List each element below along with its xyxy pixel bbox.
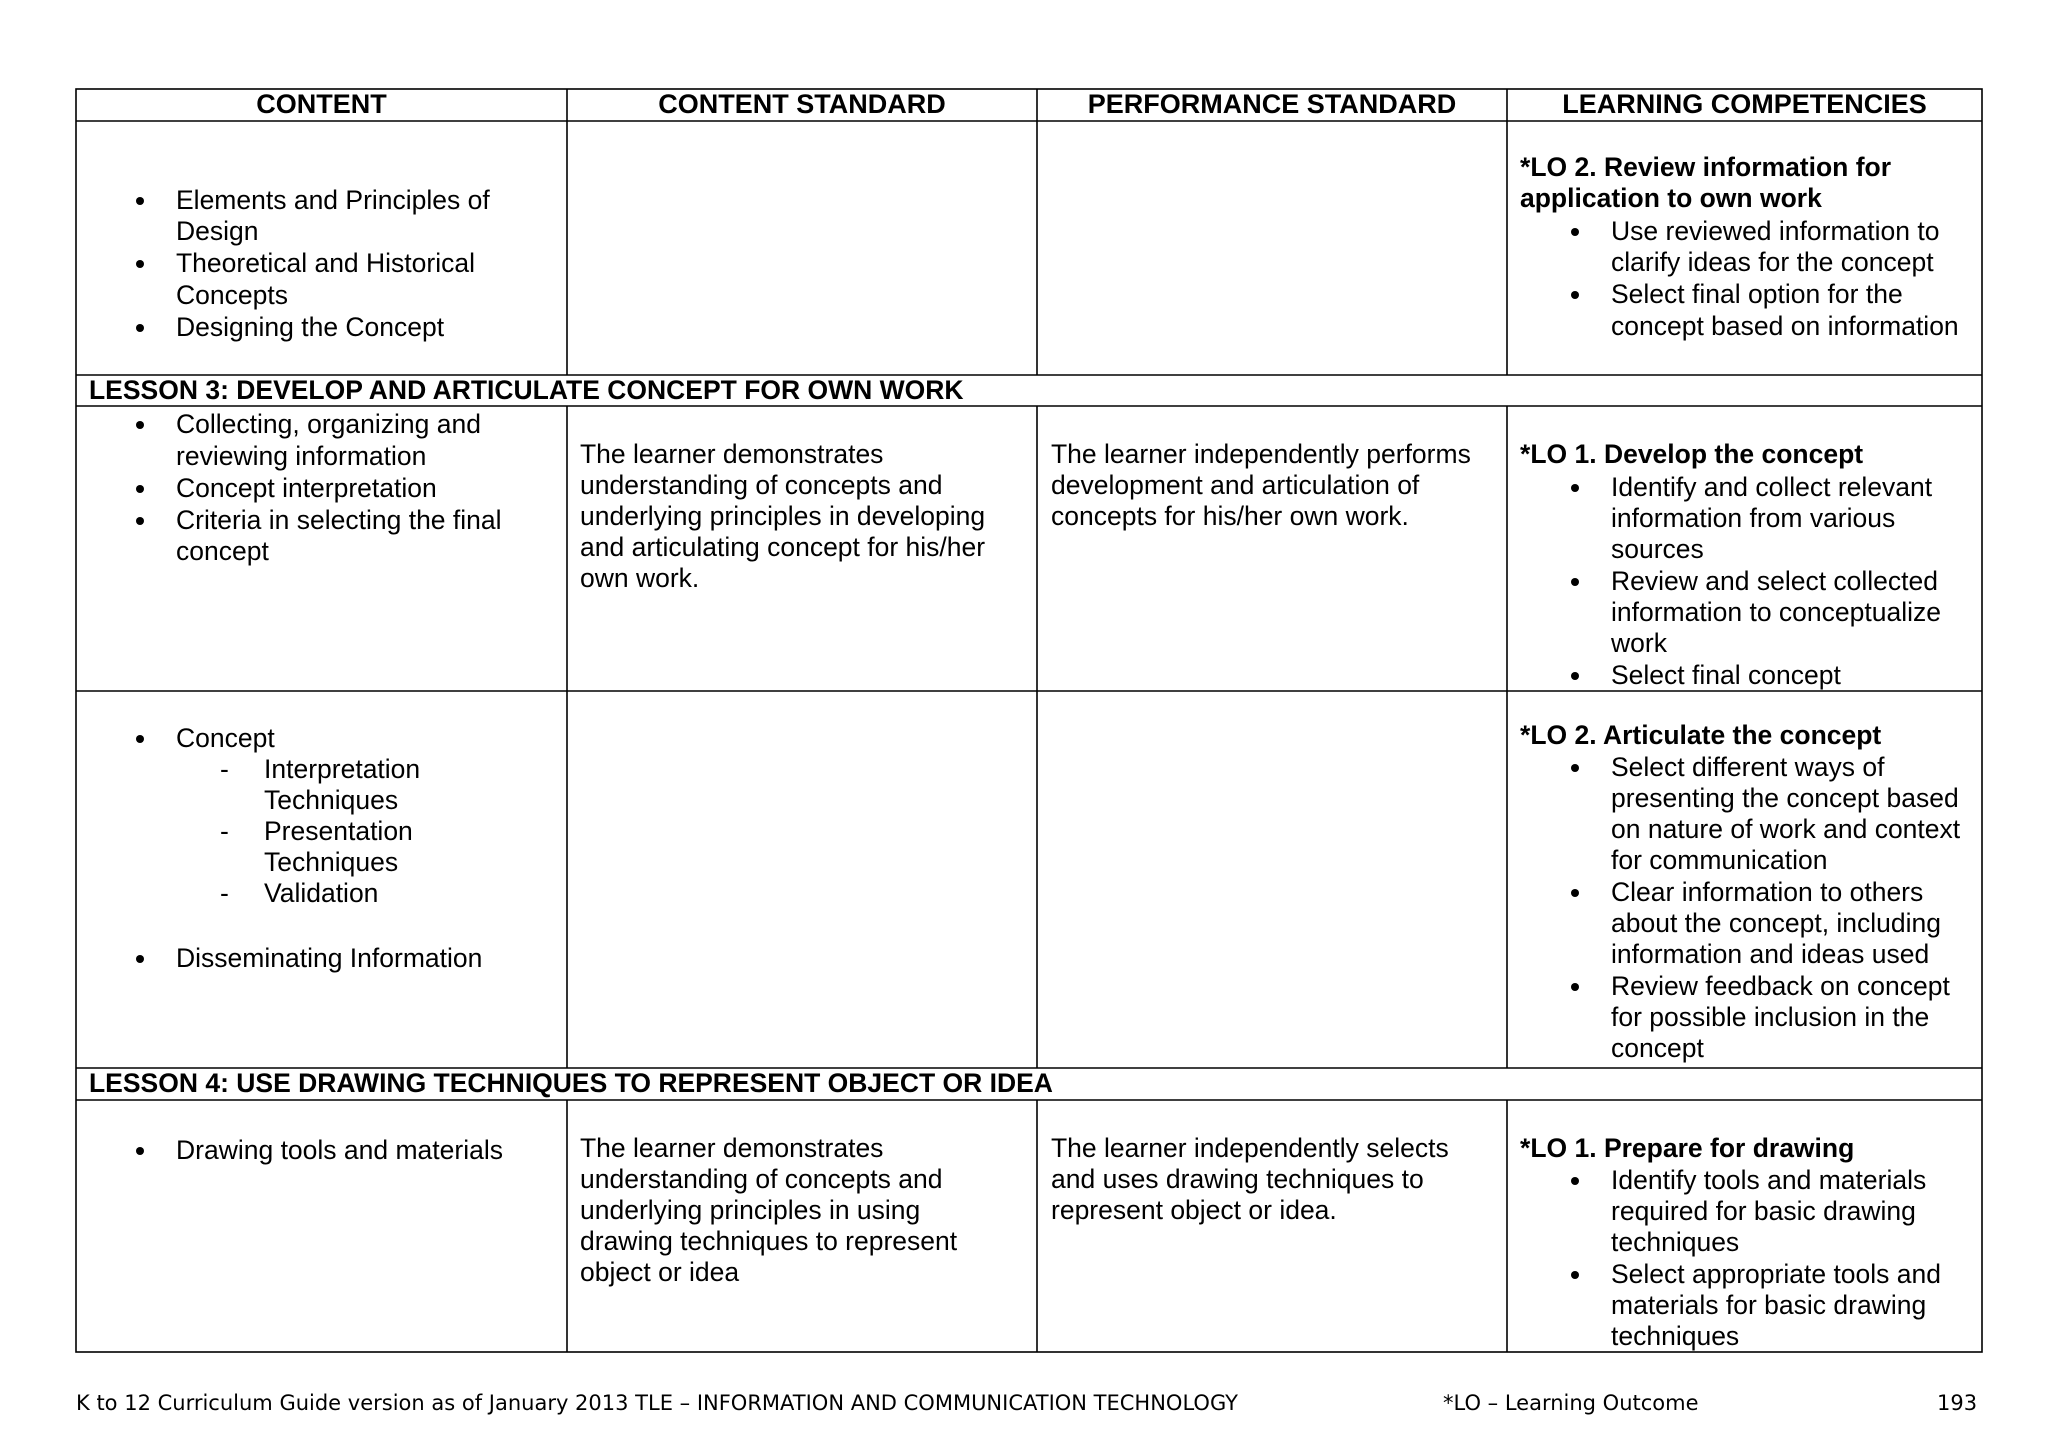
lo-item-line: information and ideas used — [1611, 939, 1930, 969]
lo-title: application to own work — [1520, 183, 1822, 213]
content-standard-line: The learner demonstrates — [580, 439, 884, 469]
content-sub-line: Presentation — [264, 816, 413, 846]
performance-standard-line: concepts for his/her own work. — [1051, 501, 1409, 531]
content-standard-line: understanding of concepts and — [580, 470, 943, 500]
header-learning-competencies: LEARNING COMPETENCIES — [1562, 89, 1927, 119]
performance-standard-line: represent object or idea. — [1051, 1195, 1337, 1225]
lo-item-line: information from various — [1611, 503, 1896, 533]
dash-icon: - — [220, 878, 229, 908]
content-standard-line: and articulating concept for his/her — [580, 532, 986, 562]
lo-item-line: for possible inclusion in the — [1611, 1002, 1930, 1032]
lo-item-line: materials for basic drawing — [1611, 1290, 1927, 1320]
content-line: Disseminating Information — [176, 943, 483, 973]
lo-item-line: concept based on information — [1611, 311, 1959, 341]
content-line: Elements and Principles of — [176, 185, 490, 215]
content-standard-line: drawing techniques to represent — [580, 1226, 958, 1256]
lo-item-line: Select appropriate tools and — [1611, 1259, 1941, 1289]
lo-item-line: techniques — [1611, 1227, 1740, 1257]
lo-title: *LO 1. Prepare for drawing — [1520, 1133, 1855, 1163]
content-line: Concept — [176, 723, 275, 753]
lo-item-line: sources — [1611, 534, 1704, 564]
lo-item-line: Use reviewed information to — [1611, 216, 1940, 246]
header-content-standard: CONTENT STANDARD — [658, 89, 946, 119]
performance-standard-line: The learner independently performs — [1051, 439, 1471, 469]
lesson-3-title: LESSON 3: DEVELOP AND ARTICULATE CONCEPT FOR OWN WORK — [89, 375, 964, 405]
dash-icon: - — [220, 816, 229, 846]
content-line: Criteria in selecting the final — [176, 505, 502, 535]
footer-legend: *LO – Learning Outcome — [1443, 1391, 1699, 1415]
content-line: Concepts — [176, 280, 288, 310]
content-line: Theoretical and Historical — [176, 248, 475, 278]
lo-item-line: Select final option for the — [1611, 279, 1903, 309]
lo-title: *LO 2. Articulate the concept — [1520, 720, 1882, 750]
lo-item-line: for communication — [1611, 845, 1828, 875]
lo-item-line: required for basic drawing — [1611, 1196, 1916, 1226]
lo-item-line: Review and select collected — [1611, 566, 1939, 596]
content-standard-line: own work. — [580, 563, 700, 593]
header-performance-standard: PERFORMANCE STANDARD — [1087, 89, 1457, 119]
content-sub-line: Techniques — [264, 847, 399, 877]
lesson-4-title: LESSON 4: USE DRAWING TECHNIQUES TO REPRESENT OBJECT OR IDEA — [89, 1068, 1053, 1098]
performance-standard-line: The learner independently selects — [1051, 1133, 1449, 1163]
lo-item-line: Select different ways of — [1611, 752, 1885, 782]
content-sub-line: Validation — [264, 878, 379, 908]
content-line: Concept interpretation — [176, 473, 437, 503]
page-number: 193 — [1937, 1391, 1978, 1415]
content-line: Design — [176, 216, 259, 246]
lo-item-line: Identify tools and materials — [1611, 1165, 1927, 1195]
dash-icon: - — [220, 754, 229, 784]
content-line: concept — [176, 536, 269, 566]
content-line: reviewing information — [176, 441, 427, 471]
content-line: Drawing tools and materials — [176, 1135, 503, 1165]
lo-item-line: Clear information to others — [1611, 877, 1924, 907]
content-standard-line: underlying principles in developing — [580, 501, 986, 531]
content-standard-line: understanding of concepts and — [580, 1164, 943, 1194]
lo-item-line: techniques — [1611, 1321, 1740, 1351]
footer-guide: K to 12 Curriculum Guide version as of January 2013 TLE – INFORMATION AND COMMUNICATION TECHNOLOGY — [76, 1391, 1238, 1415]
lo-item-line: on nature of work and context — [1611, 814, 1961, 844]
lo-item-line: concept — [1611, 1033, 1704, 1063]
content-standard-line: underlying principles in using — [580, 1195, 921, 1225]
lo-item-line: work — [1611, 628, 1667, 658]
header-content: CONTENT — [256, 89, 387, 119]
lo-item-line: about the concept, including — [1611, 908, 1942, 938]
content-line: Collecting, organizing and — [176, 409, 481, 439]
lo-item-line: Review feedback on concept — [1611, 971, 1950, 1001]
content-standard-line: object or idea — [580, 1257, 740, 1287]
lo-item-line: Select final concept — [1611, 660, 1841, 690]
lo-title: *LO 2. Review information for — [1520, 152, 1892, 182]
content-line: Designing the Concept — [176, 312, 445, 342]
lo-item-line: clarify ideas for the concept — [1611, 247, 1934, 277]
content-sub-line: Techniques — [264, 785, 399, 815]
performance-standard-line: and uses drawing techniques to — [1051, 1164, 1424, 1194]
lo-title: *LO 1. Develop the concept — [1520, 439, 1864, 469]
content-sub-line: Interpretation — [264, 754, 421, 784]
performance-standard-line: development and articulation of — [1051, 470, 1420, 500]
content-standard-line: The learner demonstrates — [580, 1133, 884, 1163]
lo-item-line: information to conceptualize — [1611, 597, 1941, 627]
lo-item-line: Identify and collect relevant — [1611, 472, 1933, 502]
lo-item-line: presenting the concept based — [1611, 783, 1959, 813]
